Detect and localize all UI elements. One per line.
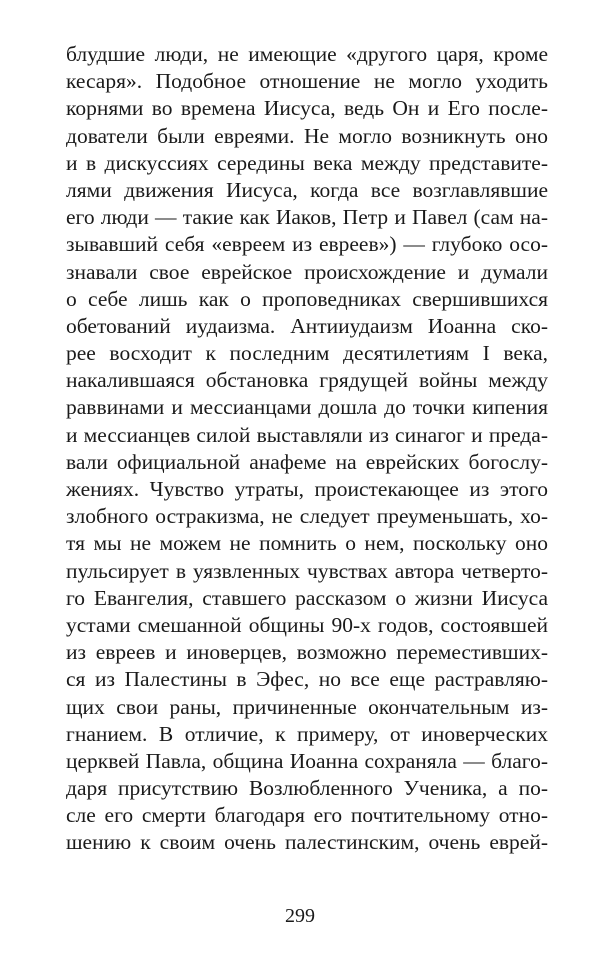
page-number: 299 (285, 905, 315, 927)
text-line: и мессианцев силой выставляли из синагог и преда- (66, 422, 548, 447)
text-line: раввинами и мессианцами дошла до точки кипения (66, 395, 548, 420)
text-line: лями движения Иисуса, когда все возглавлявшие (66, 177, 548, 202)
text-line: ся из Палестины в Эфес, но все еще растравляю- (66, 667, 548, 692)
text-line: пульсирует в уязвленных чувствах автора четверто- (66, 558, 548, 583)
text-line: обетований иудаизма. Антииудаизм Иоанна ско- (66, 313, 548, 338)
text-line: дователи были евреями. Не могло возникнуть оно (66, 123, 548, 148)
text-line: вали официальной анафеме на еврейских богослу- (66, 449, 548, 474)
text-line: корнями во времена Иисуса, ведь Он и Его после- (66, 96, 548, 121)
text-line: сле его смерти благодаря его почтительному отно- (66, 803, 548, 828)
text-line: тя мы не можем не помнить о нем, поскольку оно (66, 531, 548, 556)
body-text (66, 41, 548, 857)
text-line: зывавший себя «евреем из евреев») — глубоко осо- (66, 232, 548, 257)
text-line: устами смешанной общины 90-х годов, состоявшей (66, 612, 548, 637)
text-line: знавали свое еврейское происхождение и думали (66, 259, 548, 284)
text-line: даря присутствию Возлюбленного Ученика, а по- (66, 776, 548, 801)
text-line: рее восходит к последним десятилетиям I века, (66, 341, 548, 366)
text-line: о себе лишь как о проповедниках свершившихся (66, 286, 548, 311)
text-line: злобного остракизма, не следует преуменьшать, хо- (66, 504, 548, 529)
text-line: жениях. Чувство утраты, проистекающее из этого (66, 477, 548, 501)
text-line: церквей Павла, община Иоанна сохраняла — благо- (66, 748, 548, 773)
text-line: щих свои раны, причиненные окончательным из- (66, 694, 548, 719)
text-line: го Евангелия, ставшего рассказом о жизни Иисуса (66, 585, 548, 610)
text-line: кесаря». Подобное отношение не могло уходить (66, 69, 548, 94)
text-line: гнанием. В отличие, к примеру, от иноверческих (66, 721, 548, 746)
text-line: накалившаяся обстановка грядущей войны между (66, 368, 548, 393)
text-line: шению к своим очень палестинским, очень еврей- (66, 830, 548, 855)
text-line: из евреев и иноверцев, возможно переместивших- (66, 640, 548, 665)
text-line: и в дискуссиях середины века между представите- (66, 150, 548, 175)
text-line: блудшие люди, не имеющие «другого царя, кроме (66, 42, 548, 66)
text-line: его люди — такие как Иаков, Петр и Павел (сам на- (66, 205, 548, 230)
